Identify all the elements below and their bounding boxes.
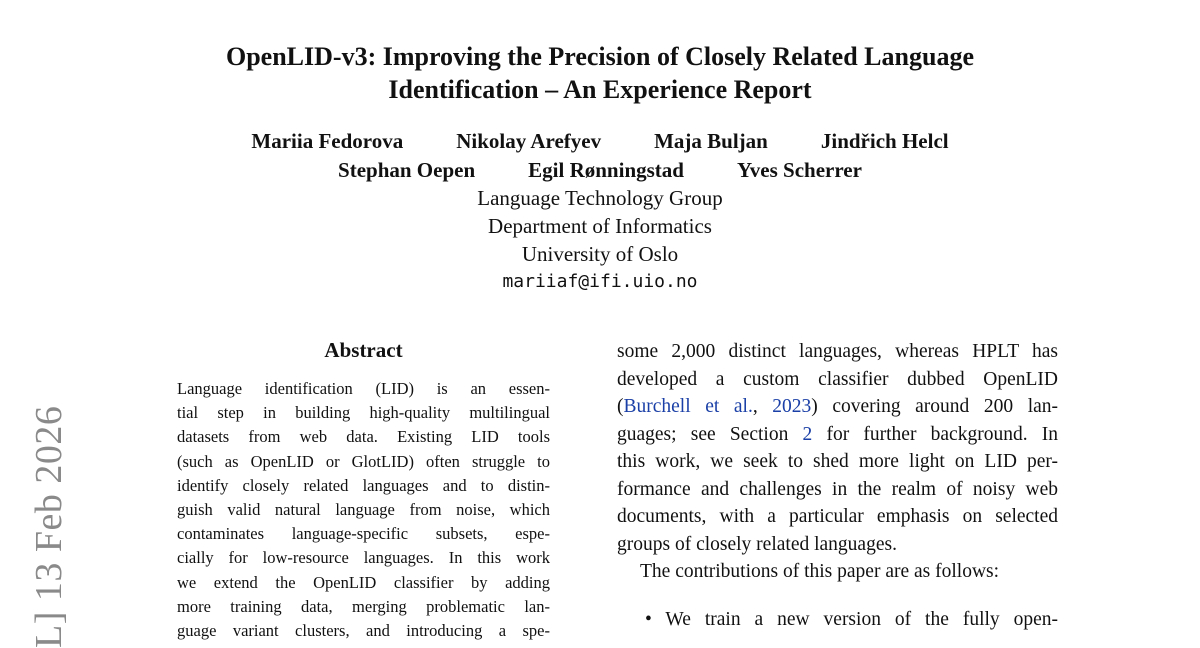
affiliation-block xyxy=(0,184,1200,296)
author-name: Egil Rønningstad xyxy=(528,158,684,182)
affiliation-group: Language Technology Group xyxy=(477,186,723,210)
body-line xyxy=(617,393,1058,421)
abstract-line: cially for low-resource languages. In this work xyxy=(177,548,550,568)
abstract-line: (such as OpenLID or GlotLID) often struggle to xyxy=(177,451,550,471)
introduction-text xyxy=(617,338,1058,633)
section-ref-link[interactable]: 2 xyxy=(802,423,813,445)
author-name: Stephan Oepen xyxy=(338,158,476,182)
abstract-line: Language identification (LID) is an essen- xyxy=(177,379,550,398)
abstract-line: tial step in building high-quality multilingual xyxy=(177,403,550,423)
body-text: guages; see Section xyxy=(617,423,803,445)
body-text: ) covering around 200 lan- xyxy=(811,396,1059,417)
citation-year-link[interactable]: 2023 xyxy=(772,396,812,417)
affiliation-university: University of Oslo xyxy=(521,242,679,266)
author-name: Jindřich Helcl xyxy=(820,129,949,153)
abstract-line: identify closely related languages and to distin- xyxy=(177,475,550,495)
citation-sep: , xyxy=(752,396,773,417)
author-name: Maja Buljan xyxy=(654,129,768,153)
body-line: this work, we seek to shed more light on LID per- xyxy=(617,451,1058,472)
author-name: Nikolay Arefyev xyxy=(456,129,602,153)
paren: ( xyxy=(617,396,624,417)
abstract-line: guish valid natural language from noise, which xyxy=(177,500,550,520)
body-text: for further background. In xyxy=(812,423,1058,445)
body-line: developed a custom classifier dubbed OpenLID xyxy=(617,368,1058,390)
body-line: groups of closely related languages. xyxy=(617,533,897,555)
abstract-line: we extend the OpenLID classifier by adding xyxy=(177,572,550,592)
body-line: formance and challenges in the realm of noisy web xyxy=(617,478,1058,500)
author-name: Mariia Fedorova xyxy=(251,129,404,153)
abstract-section xyxy=(177,337,550,643)
abstract-heading: Abstract xyxy=(324,338,403,362)
abstract-text xyxy=(177,377,550,643)
citation-link[interactable]: Burchell et al. xyxy=(623,396,753,417)
abstract-line: guage variant clusters, and introducing a spe- xyxy=(177,621,550,641)
author-email: mariiaf@ifi.uio.no xyxy=(502,271,698,292)
body-line: documents, with a particular emphasis on selected xyxy=(617,506,1058,527)
author-row-2 xyxy=(0,156,1200,185)
abstract-line: contaminates language-specific subsets, espe- xyxy=(177,524,550,544)
arxiv-sidebar-stamp: L] 13 Feb 2026 xyxy=(28,405,70,648)
body-line: some 2,000 distinct languages, whereas HPLT has xyxy=(617,341,1058,362)
abstract-line: more training data, merging problematic lan- xyxy=(177,596,550,616)
contribution-bullet: • We train a new version of the fully open- xyxy=(645,608,1058,630)
author-list xyxy=(0,127,1200,185)
title-line-1: OpenLID-v3: Improving the Precision of Closely Related Language xyxy=(226,42,974,71)
body-line xyxy=(617,421,1058,449)
paper-title xyxy=(0,40,1200,106)
author-name: Yves Scherrer xyxy=(736,158,862,182)
title-line-2: Identification – An Experience Report xyxy=(388,75,812,104)
author-row-1 xyxy=(0,127,1200,156)
contributions-intro: The contributions of this paper are as follows: xyxy=(640,561,1000,582)
abstract-line: datasets from web data. Existing LID tools xyxy=(177,427,550,447)
affiliation-department: Department of Informatics xyxy=(488,214,712,238)
